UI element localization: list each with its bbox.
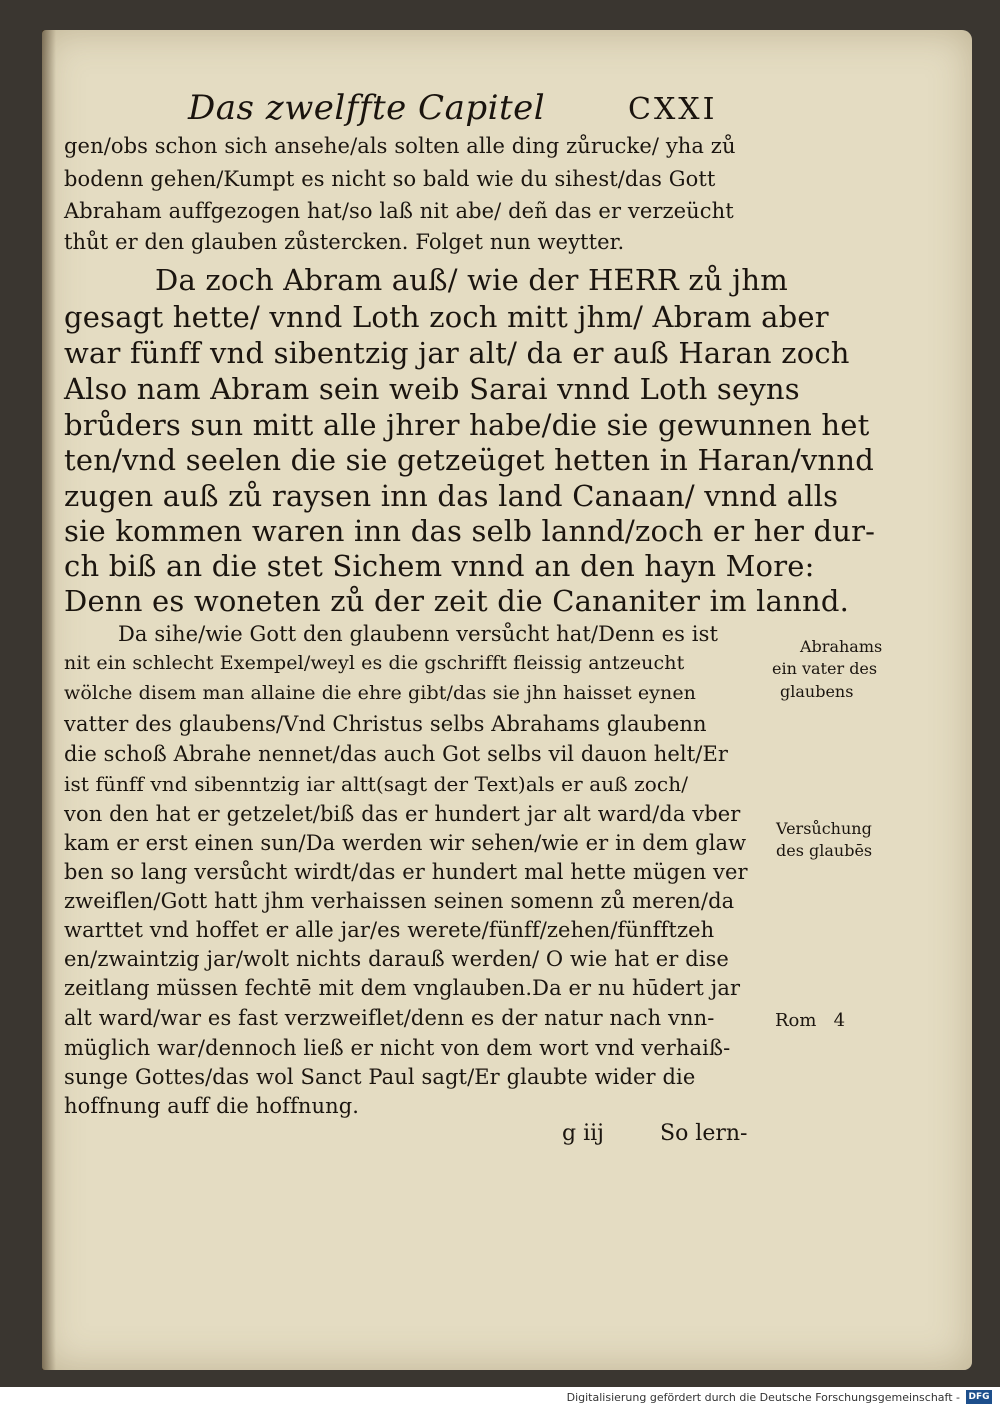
margin-note-reference: Rom 4 — [775, 1010, 846, 1031]
margin-note: Versůchung — [776, 819, 872, 838]
scripture-line: war fünff vnd sibentzig jar alt/ da er auß Haran zoch — [64, 336, 850, 370]
text-line: thůt er den glauben zůstercken. Folget nun weytter. — [64, 230, 625, 254]
margin-note: ein vater des — [772, 659, 878, 678]
scripture-line: ch biß an die stet Sichem vnnd an den hayn More: — [64, 549, 815, 583]
commentary-line: ben so lang versůcht wirdt/das er hundert mal hette mügen ver — [64, 860, 748, 884]
commentary-line: Da sihe/wie Gott den glaubenn versůcht hat/Denn es ist — [118, 622, 718, 646]
commentary-line: hoffnung auff die hoffnung. — [64, 1094, 360, 1118]
scripture-line: gesagt hette/ vnnd Loth zoch mitt jhm/ Abram aber — [64, 300, 829, 334]
margin-note: glaubens — [780, 682, 854, 701]
margin-note: des glaubēs — [776, 841, 873, 860]
scripture-line: brůders sun mitt alle jhrer habe/die sie gewunnen het — [64, 408, 870, 442]
scripture-line: Da zoch Abram auß/ wie der HERR zů jhm — [155, 263, 788, 297]
page-gutter-shadow — [42, 30, 56, 1370]
commentary-line: vatter des glaubens/Vnd Christus selbs Abrahams glaubenn — [64, 712, 707, 736]
commentary-line: en/zwaintzig jar/wolt nichts darauß werden/ O wie hat er dise — [64, 947, 729, 971]
dfg-logo: DFG — [966, 1390, 992, 1404]
text-line: gen/obs schon sich ansehe/als solten alle ding zůrucke/ yha zů — [64, 134, 736, 158]
commentary-line: zeitlang müssen fechtē mit dem vnglauben.Da er nu hūdert jar — [64, 976, 741, 1000]
footer-bar — [0, 1387, 1000, 1410]
commentary-line: warttet vnd hoffet er alle jar/es werete/fünff/zehen/fünfftzeh — [64, 918, 715, 942]
scripture-line: zugen auß zů raysen inn das land Canaan/ vnnd alls — [64, 479, 839, 513]
margin-note: Abrahams — [800, 637, 883, 656]
commentary-line: alt ward/war es fast verzweiflet/denn es der natur nach vnn- — [64, 1006, 715, 1030]
scripture-line: Also nam Abram sein weib Sarai vnnd Loth seyns — [64, 372, 800, 406]
signature-mark: g iij — [562, 1121, 604, 1146]
commentary-line: zweiflen/Gott hatt jhm verhaissen seinen somenn zů meren/da — [64, 889, 735, 913]
commentary-line: die schoß Abrahe nennet/das auch Got selbs vil dauon helt/Er — [64, 742, 729, 766]
text-line: bodenn gehen/Kumpt es nicht so bald wie du sihest/das Gott — [64, 167, 716, 191]
commentary-line: müglich war/dennoch ließ er nicht von dem wort vnd verhaiß- — [64, 1036, 731, 1060]
commentary-line: nit ein schlecht Exempel/weyl es die gschrifft fleissig antzeucht — [64, 652, 685, 674]
running-head-title: Das zwelffte Capitel — [188, 88, 546, 128]
commentary-line: von den hat er getzelet/biß das er hundert jar alt ward/da vber — [64, 802, 741, 826]
footer-credit: Digitalisierung gefördert durch die Deutsche Forschungsgemeinschaft - — [566, 1391, 960, 1404]
text-line: Abraham auffgezogen hat/so laß nit abe/ deñ das er verzeücht — [64, 199, 734, 223]
commentary-line: kam er erst einen sun/Da werden wir sehen/wie er in dem glaw — [64, 831, 747, 855]
commentary-line: sunge Gottes/das wol Sanct Paul sagt/Er glaubte wider die — [64, 1065, 696, 1089]
scripture-line: Denn es woneten zů der zeit die Cananiter im lannd. — [64, 584, 850, 618]
folio-number: CXXI — [628, 92, 718, 127]
scripture-line: ten/vnd seelen die sie getzeüget hetten in Haran/vnnd — [64, 443, 874, 477]
catchword: So lern- — [660, 1121, 748, 1146]
scripture-line: sie kommen waren inn das selb lannd/zoch er her dur- — [64, 514, 876, 548]
commentary-line: ist fünff vnd sibenntzig iar altt(sagt der Text)als er auß zoch/ — [64, 772, 689, 796]
commentary-line: wölche disem man allaine die ehre gibt/das sie jhn haisset eynen — [64, 682, 697, 704]
